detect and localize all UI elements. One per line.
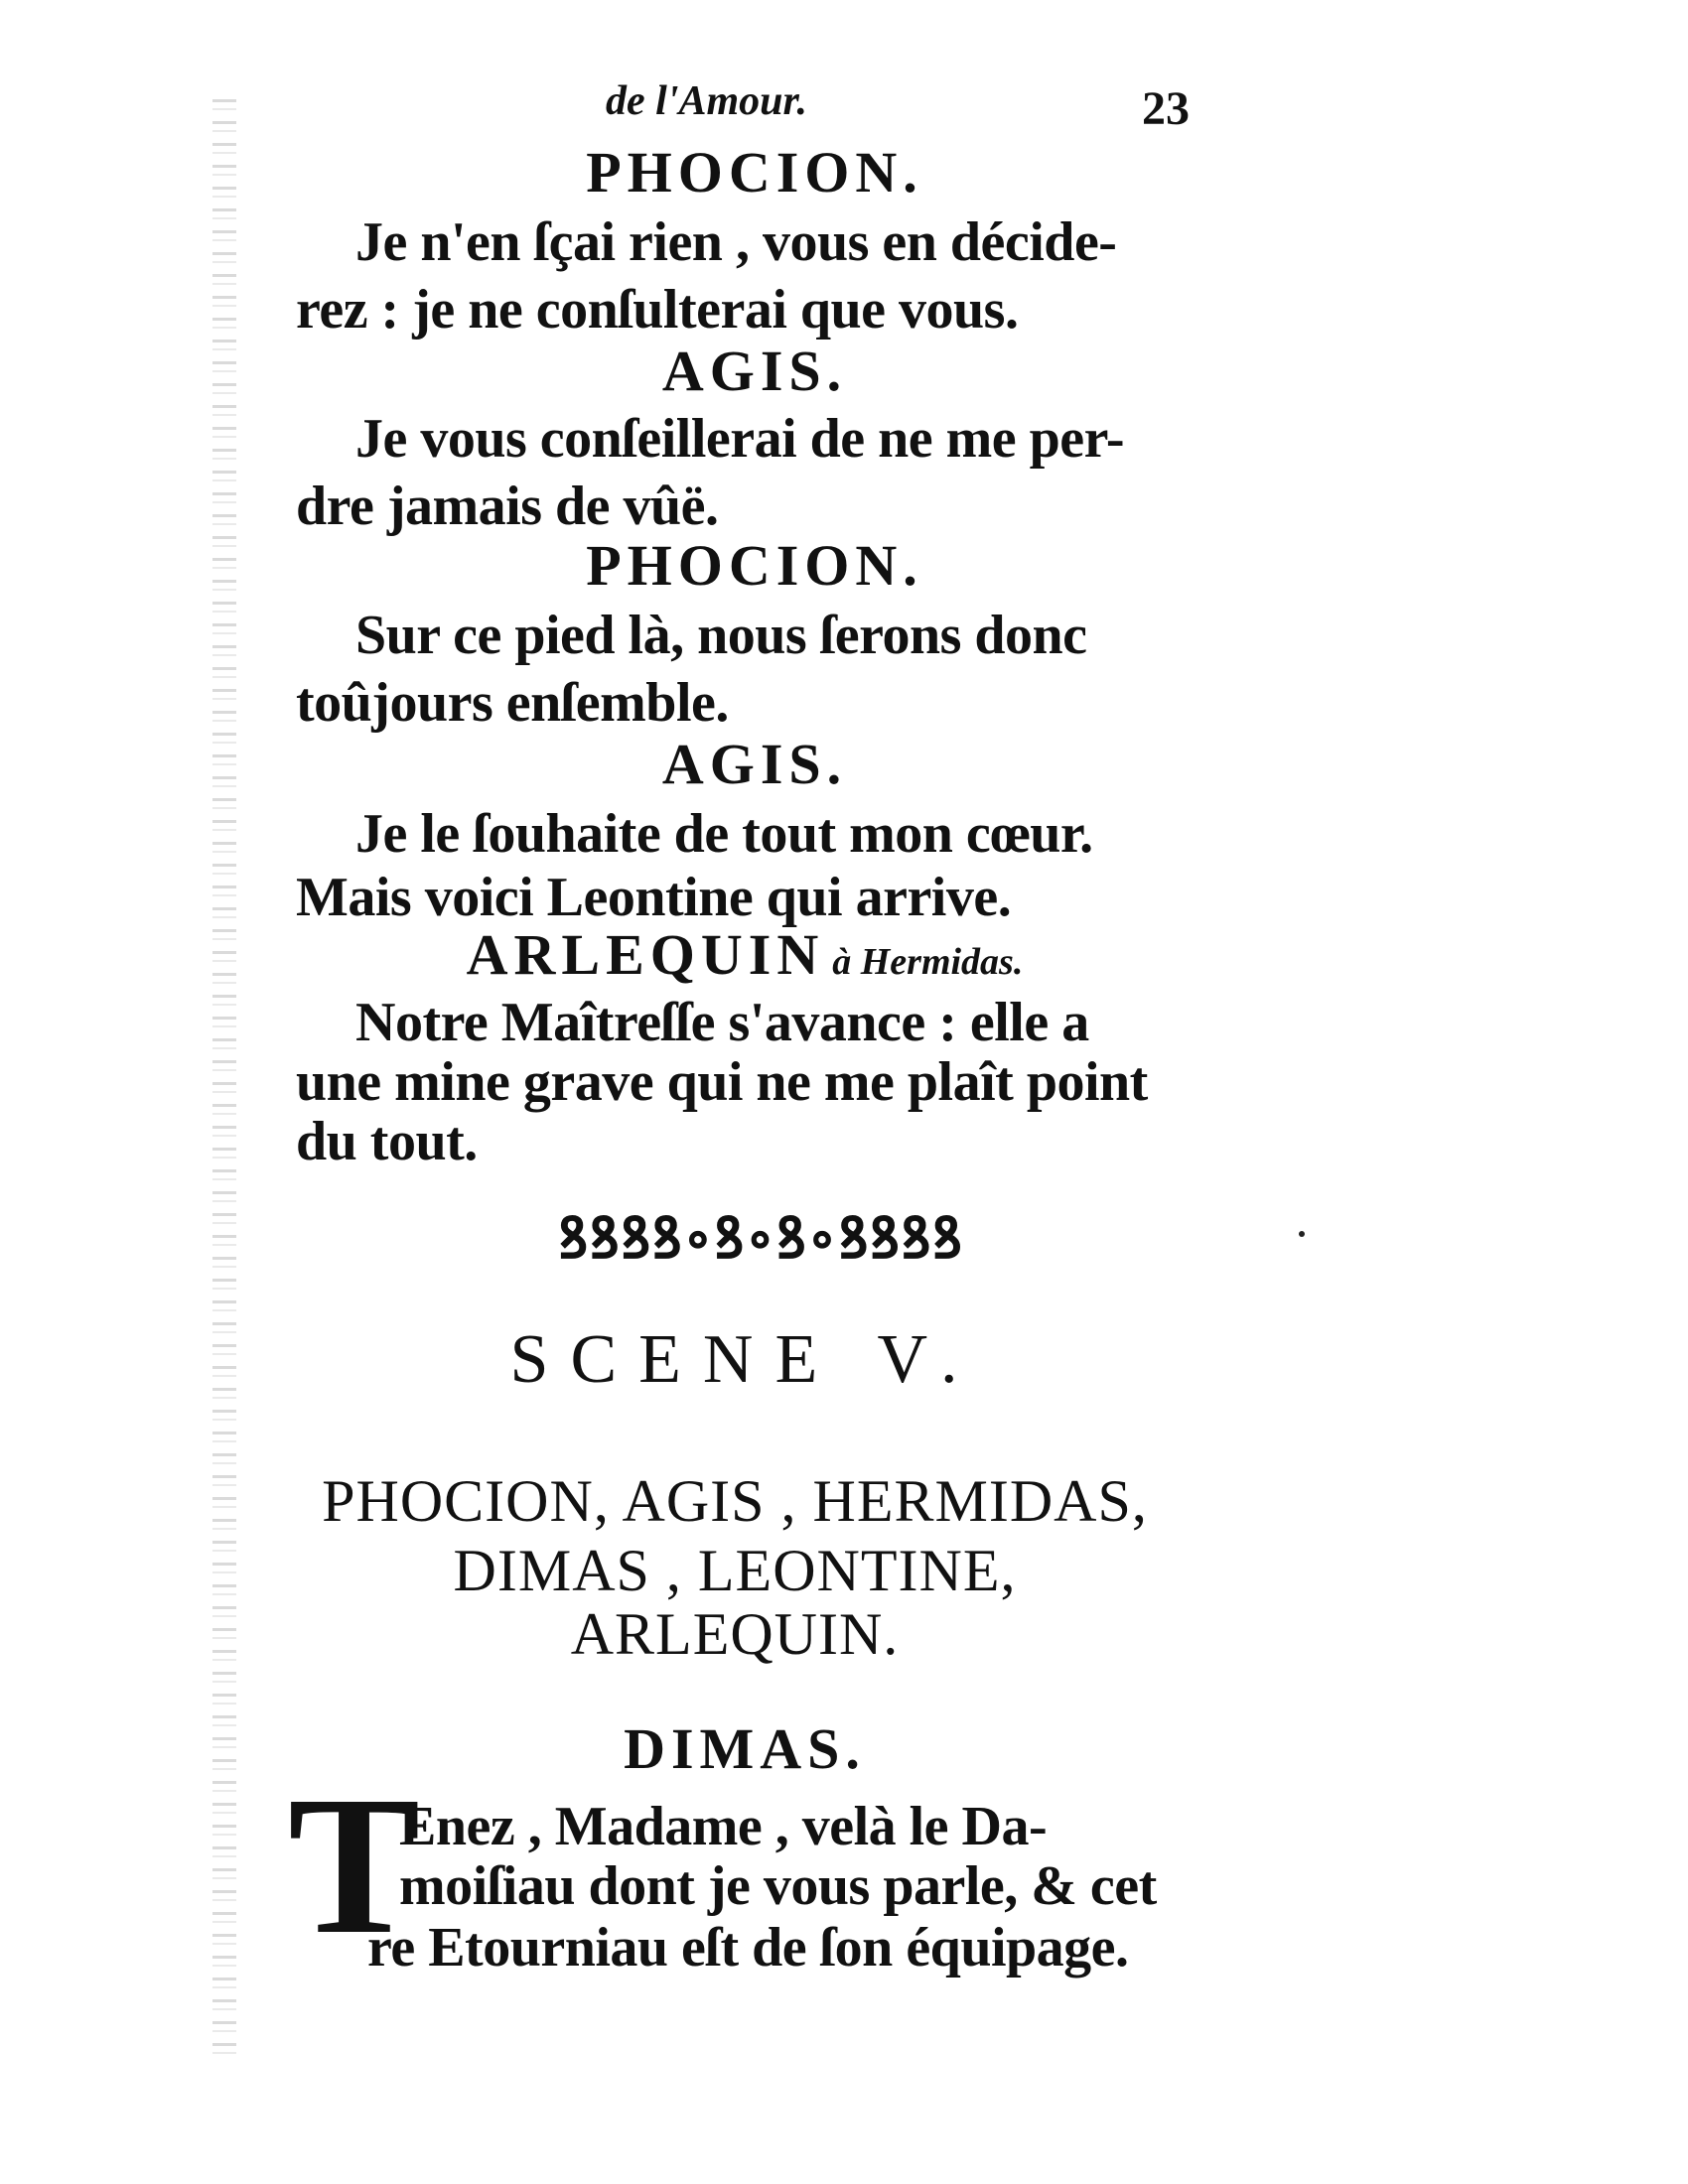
text-line: Je vous conſeillerai de ne me per- [355, 408, 1125, 470]
speaker-dimas: DIMAS. [624, 1716, 866, 1781]
text-line: moiſiau dont je vous parle, & cet [399, 1855, 1157, 1917]
page-number: 23 [1142, 82, 1190, 135]
text-line: du tout. [296, 1111, 478, 1172]
stage-direction: à Hermidas. [832, 941, 1024, 983]
ink-speck [1299, 1231, 1305, 1237]
speaker-name: ARLEQUIN [466, 922, 825, 987]
text-line: Je le ſouhaite de tout mon cœur. [355, 803, 1093, 865]
speaker-phocion: PHOCION. [586, 140, 923, 205]
text-line: Je n'en ſçai rien , vous en décide- [355, 211, 1117, 273]
speaker-agis: AGIS. [661, 732, 848, 796]
decorative-ornament-band: ꝸꝸꝸꝸ∘ꝸ∘ꝸ∘ꝸꝸꝸꝸ [557, 1206, 964, 1271]
speaker-arlequin [298, 921, 1192, 988]
speaker-agis: AGIS. [661, 339, 848, 403]
text-line: une mine grave qui ne me plaît point [296, 1051, 1148, 1113]
speaker-phocion: PHOCION. [586, 533, 923, 598]
cast-line: PHOCION, AGIS , HERMIDAS, [322, 1468, 1148, 1534]
cast-line: ARLEQUIN. [570, 1601, 900, 1667]
text-line: rez : je ne conſulterai que vous. [296, 279, 1019, 341]
binding-gutter [212, 99, 236, 2065]
text-line: re Etourniau eſt de ſon équipage. [367, 1917, 1129, 1979]
text-line: Enez , Madame , velà le Da- [399, 1796, 1048, 1857]
cast-line: DIMAS , LEONTINE, [453, 1538, 1017, 1603]
text-line: dre jamais de vûë. [296, 476, 719, 537]
text-line: Notre Maîtreſſe s'avance : elle a [355, 992, 1089, 1053]
text-line: Mais voici Leontine qui arrive. [296, 867, 1012, 928]
running-head: de l'Amour. [606, 78, 808, 124]
scene-title: SCENE V. [509, 1321, 980, 1398]
text-line: toûjours enſemble. [296, 672, 729, 734]
text-line: Sur ce pied là, nous ſerons donc [355, 605, 1087, 666]
drop-cap-letter: T [288, 1756, 421, 1976]
